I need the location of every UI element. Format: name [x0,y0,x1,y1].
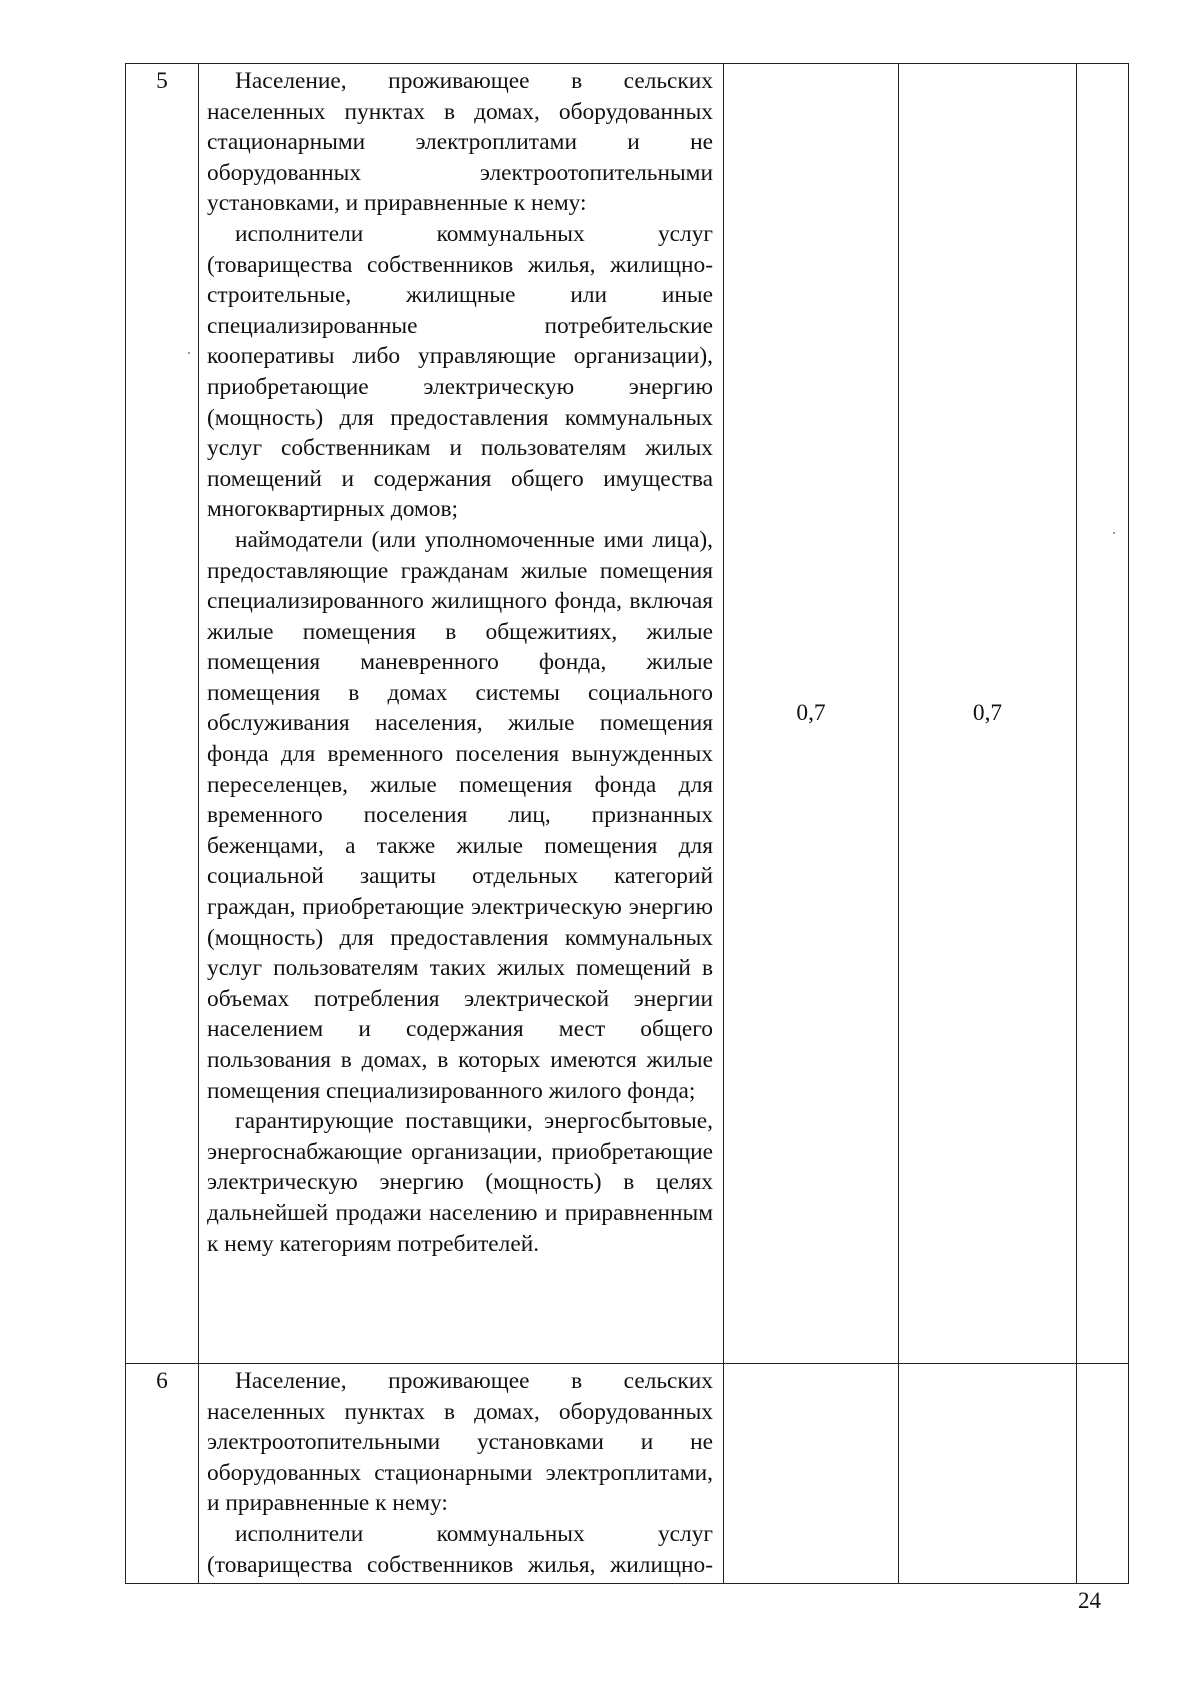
description-paragraph: Население, проживающее в сельских населенных пунктах в домах, оборудованных стационарными электроплитами и не оборудованных электроотопительными установками, и приравненные к нему: [207,68,713,217]
description-paragraph: исполнители коммунальных услуг (товарищества собственников жилья, жилищно-строительные, жилищные или иные специализированные потребительские кооперативы либо управляющие организации), приобретающие электрическую энергию (мощность) для предоставления коммунальных услуг собственникам и пользователям жилых помещений и содержания общего имущества многоквартирных домов; [207,220,713,523]
scan-speck [1113,532,1115,534]
description-paragraph: Население, проживающее в сельских населенных пунктах в домах, оборудованных электроотопительными установками и не оборудованных стационарными электроплитами, и приравненные к нему: [207,1368,713,1517]
value-cell-2: 0,7 [899,64,1077,1364]
page-number: 24 [1078,1588,1101,1613]
empty-cell [1077,1364,1129,1584]
tariff-table [125,63,1129,1584]
description-paragraph: исполнители коммунальных услуг (товарищества собственников жилья, жилищно- [207,1520,713,1578]
description-paragraph: наймодатели (или уполномоченные ими лица), предоставляющие гражданам жилые помещения специализированного жилищного фонда, включая жилые помещения в общежитиях, жилые помещения маневренного фонда, жилые помещения в домах системы социального обслуживания населения, жилые помещения фонда для временного поселения вынужденных переселенцев, жилые помещения фонда для временного поселения лиц, признанных беженцами, а также жилые помещения для социальной защиты отдельных категорий граждан, приобретающие электрическую энергию (мощность) для предоставления коммунальных услуг пользователям таких жилых помещений в объемах потребления электрической энергии населением и содержания мест общего пользования в домах, в которых имеются жилые помещения специализированного жилого фонда; [207,526,713,1104]
row-number: 6 [126,1364,199,1584]
row-description [199,64,724,1364]
table-row [126,64,1129,1364]
table-row [126,1364,1129,1584]
value-cell-1 [724,1364,899,1584]
value-cell-1: 0,7 [724,64,899,1364]
value-cell-2 [899,1364,1077,1584]
row-number: 5 [126,64,199,1364]
empty-cell [1077,64,1129,1364]
row-description [199,1364,724,1584]
scan-speck [188,352,190,354]
description-paragraph: гарантирующие поставщики, энергосбытовые, энергоснабжающие организации, приобретающие электрическую энергию (мощность) в целях дальнейшей продажи населению и приравненным к нему категориям потребителей. [207,1108,713,1257]
